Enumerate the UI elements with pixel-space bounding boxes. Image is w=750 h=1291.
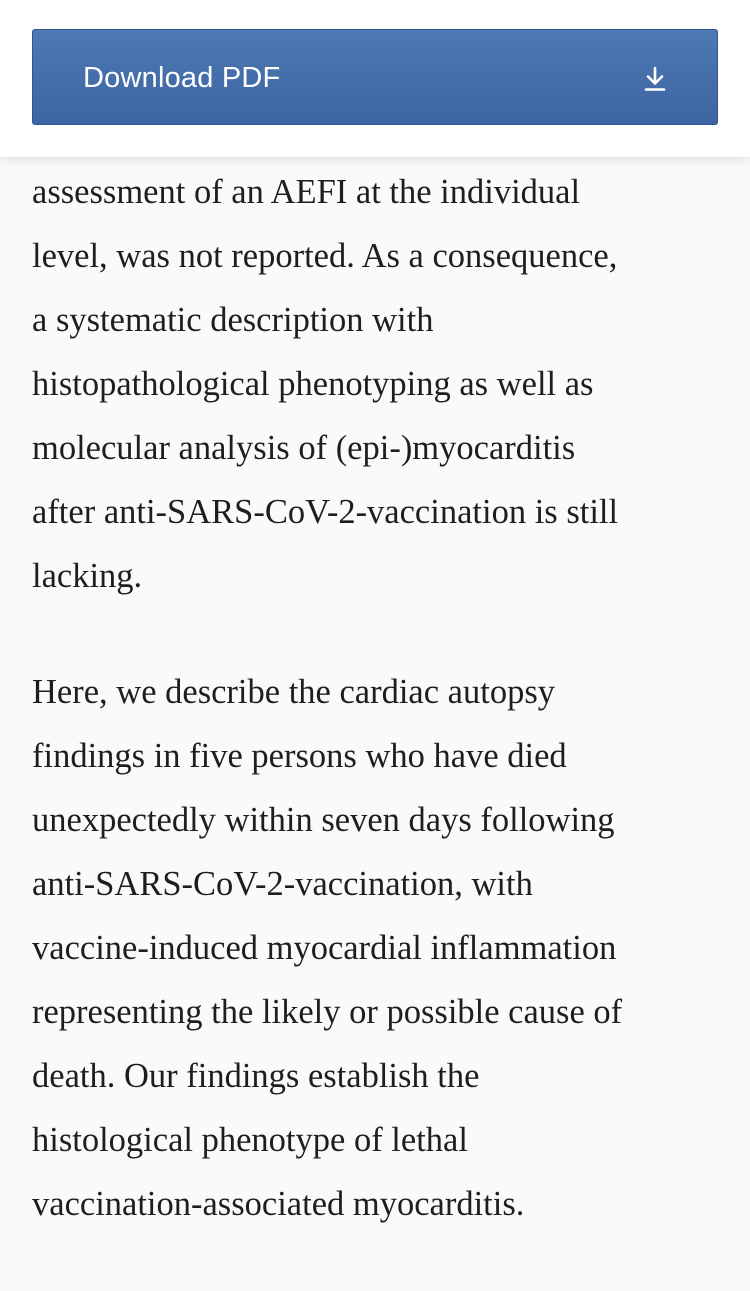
paragraph — [32, 160, 722, 608]
text-line: Here, we describe the cardiac autopsy — [32, 673, 555, 711]
text-line: vaccination-associated myocarditis. — [32, 1185, 525, 1223]
text-line: lacking. — [32, 557, 143, 595]
text-line: findings in five persons who have died — [32, 737, 567, 775]
text-line: unexpectedly within seven days following — [32, 801, 615, 839]
text-line: a systematic description with — [32, 301, 434, 339]
download-pdf-button[interactable] — [32, 29, 718, 125]
text-line: representing the likely or possible cause of — [32, 993, 623, 1031]
text-line: death. Our findings establish the — [32, 1057, 480, 1095]
text-line: molecular analysis of (epi-)myocarditis — [32, 429, 576, 467]
text-line: histopathological phenotyping as well as — [32, 365, 594, 403]
text-line: histological phenotype of lethal — [32, 1121, 468, 1159]
text-line: assessment of an AEFI at the individual — [32, 173, 581, 211]
download-pdf-label: Download PDF — [83, 62, 281, 94]
pdf-toolbar — [0, 0, 750, 157]
paragraph — [32, 660, 722, 1236]
download-arrow-icon — [643, 66, 667, 92]
article-body — [32, 157, 722, 1236]
text-line: vaccine-induced myocardial inflammation — [32, 929, 617, 967]
text-line: anti-SARS-CoV-2-vaccination, with — [32, 865, 533, 903]
text-line: level, was not reported. As a consequence, — [32, 237, 618, 275]
text-line: after anti-SARS-CoV-2-vaccination is still — [32, 493, 619, 531]
